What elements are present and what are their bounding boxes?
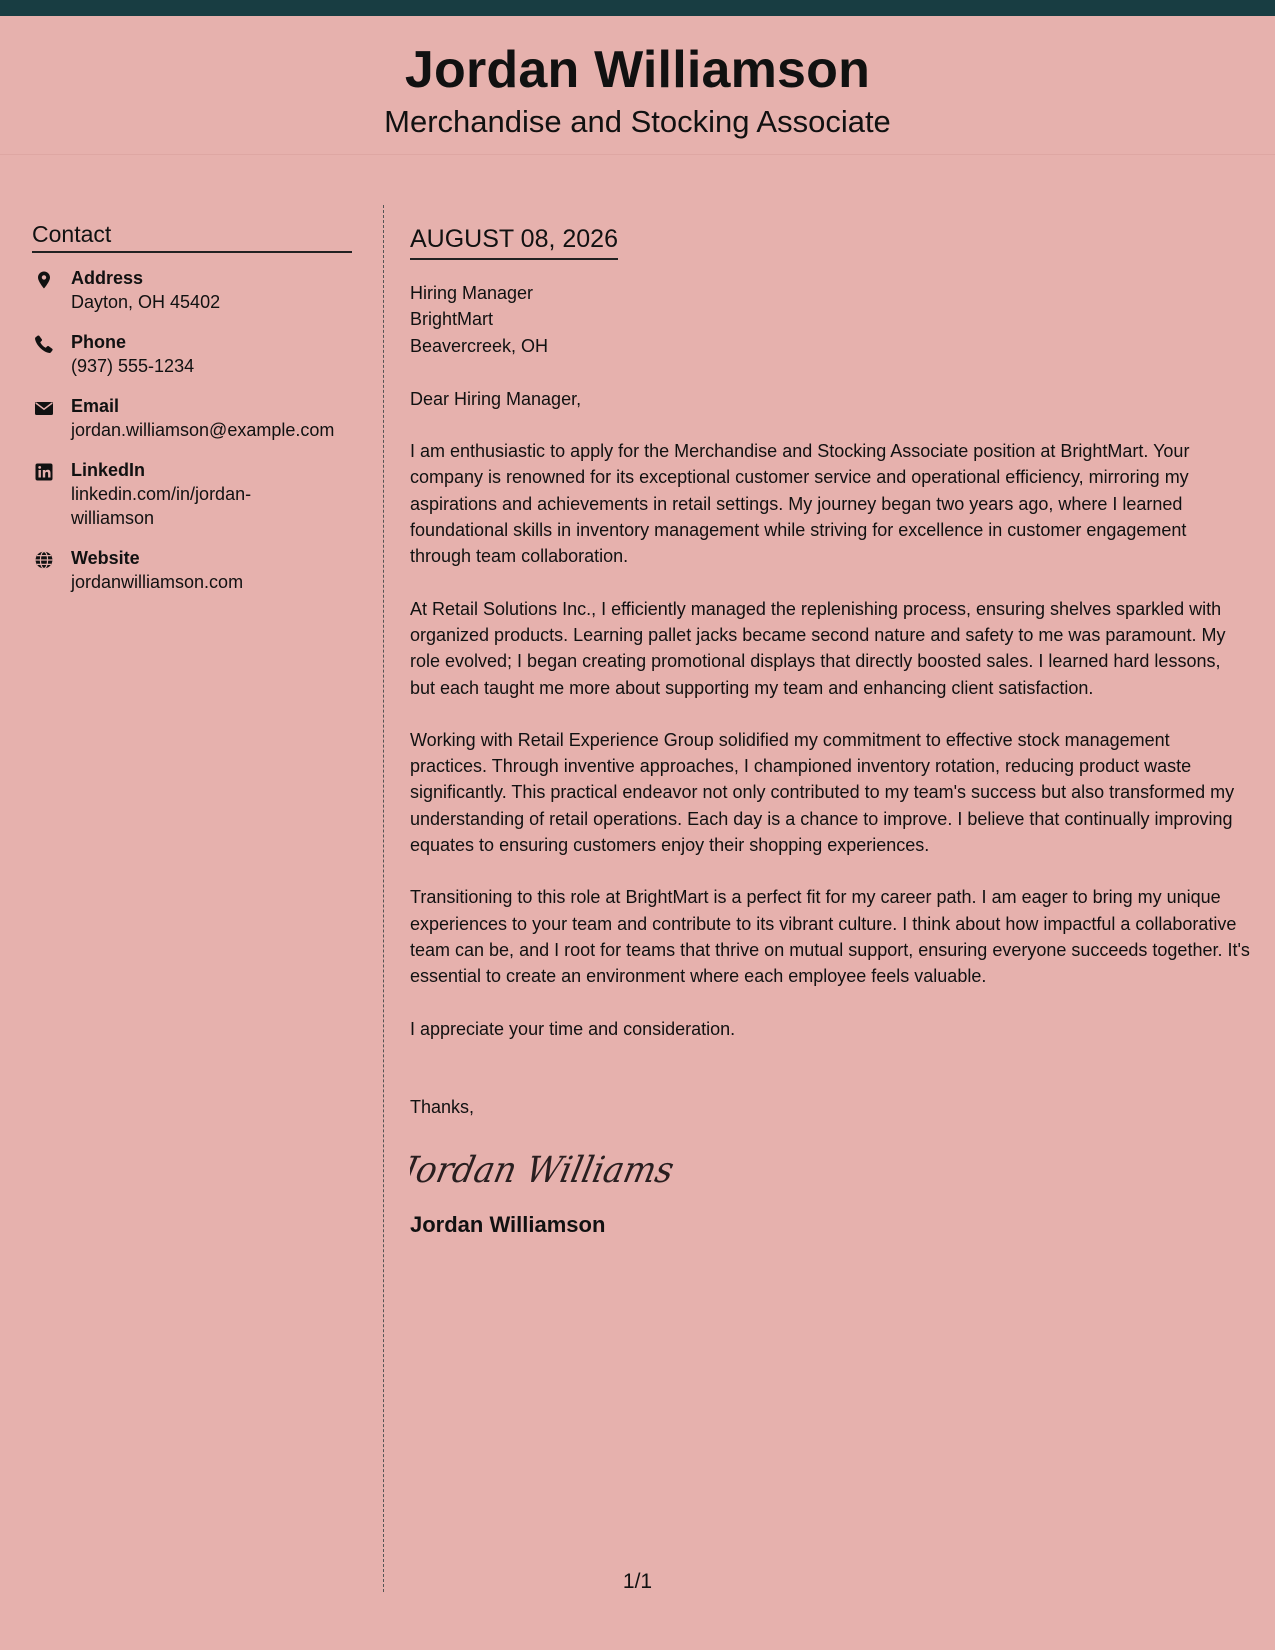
- contact-website: [32, 546, 352, 594]
- contact-label: LinkedIn: [71, 460, 146, 480]
- applicant-name: Jordan Williamson: [404, 41, 871, 99]
- salutation: Dear Hiring Manager,: [410, 388, 582, 409]
- column-divider: [383, 205, 384, 1592]
- job-title: Merchandise and Stocking Associate: [384, 104, 891, 139]
- contact-heading: Contact: [32, 218, 352, 253]
- recipient-line: BrightMart: [410, 309, 494, 330]
- signature-image: [410, 1138, 1250, 1198]
- map-pin-icon: [34, 270, 54, 290]
- letter-paragraph: Working with Retail Experience Group solidified my commitment to effective stock management practices. Through inventive approaches, I championed inventory rotation, reducing product waste significantly. This practical endeavor not only contributed to my team's success but also transformed my understanding of retail operations. Each day is a chance to improve. I believe that continually improving equates to ensuring customers enjoy their shopping experiences.: [410, 729, 1235, 856]
- signer-name: Jordan Williamson: [410, 1212, 606, 1238]
- globe-icon: [34, 550, 54, 570]
- contact-linkedin: [32, 458, 352, 530]
- contact-label: Address: [71, 268, 144, 288]
- svg-text:Jordan Williams: Jordan Williams: [410, 1148, 697, 1192]
- phone-icon: [34, 334, 54, 354]
- contact-sidebar: [32, 218, 352, 610]
- letter-paragraph: I am enthusiastic to apply for the Merchandise and Stocking Associate position at BrightMart. Your company is renowned for its exceptional customer service and operational efficiency, mirroring my aspirations and achievements in retail settings. My journey began two years ago, where I learned foundational skills in inventory management while striving for excellence in customer engagement through team collaboration.: [410, 441, 1190, 567]
- top-accent-bar: [0, 0, 1275, 16]
- closing: Thanks,: [410, 1096, 475, 1117]
- recipient-line: Hiring Manager: [410, 283, 534, 303]
- contact-address: [32, 266, 352, 314]
- letter-date: AUGUST 08, 2026: [410, 222, 618, 260]
- contact-value: (937) 555-1234: [71, 356, 195, 376]
- contact-value-line: williamson: [71, 508, 155, 528]
- letter-paragraph: At Retail Solutions Inc., I efficiently managed the replenishing process, ensuring shelves sparkled with organized products. Learning pallet jacks became second nature and safety to me was paramount. My role evolved; I began creating promotional displays that directly boosted sales. I learned hard lessons, but each taught me more about supporting my team and enhancing client satisfaction.: [410, 598, 1226, 698]
- letter-paragraph: I appreciate your time and consideration.: [410, 1018, 736, 1039]
- recipient-block: [410, 280, 1250, 359]
- contact-email: [32, 394, 352, 442]
- contact-phone: [32, 330, 352, 378]
- contact-label: Email: [71, 396, 120, 416]
- handwritten-signature: [410, 1138, 710, 1198]
- page-number: 1/1: [622, 1570, 653, 1593]
- contact-value: jordanwilliamson.com: [71, 572, 244, 592]
- contact-label: Website: [71, 548, 140, 568]
- resume-header: [0, 16, 1275, 155]
- recipient-line: Beavercreek, OH: [410, 335, 549, 356]
- linkedin-icon: [34, 462, 54, 482]
- contact-value: Dayton, OH 45402: [71, 292, 221, 312]
- contact-value-line: linkedin.com/in/jordan-: [71, 484, 252, 504]
- letter-body: [410, 222, 1250, 1240]
- contact-value: jordan.williamson@example.com: [71, 420, 335, 440]
- letter-paragraph: Transitioning to this role at BrightMart is a perfect fit for my career path. I am eager to bring my unique experiences to your team and contribute to its vibrant culture. I think about how impactful a collaborative team can be, and I root for teams that thrive on mutual support, ensuring everyone succeeds together. It's essential to create an environment where each employee feels valuable.: [410, 887, 1250, 987]
- contact-label: Phone: [71, 332, 127, 352]
- envelope-icon: [34, 398, 54, 418]
